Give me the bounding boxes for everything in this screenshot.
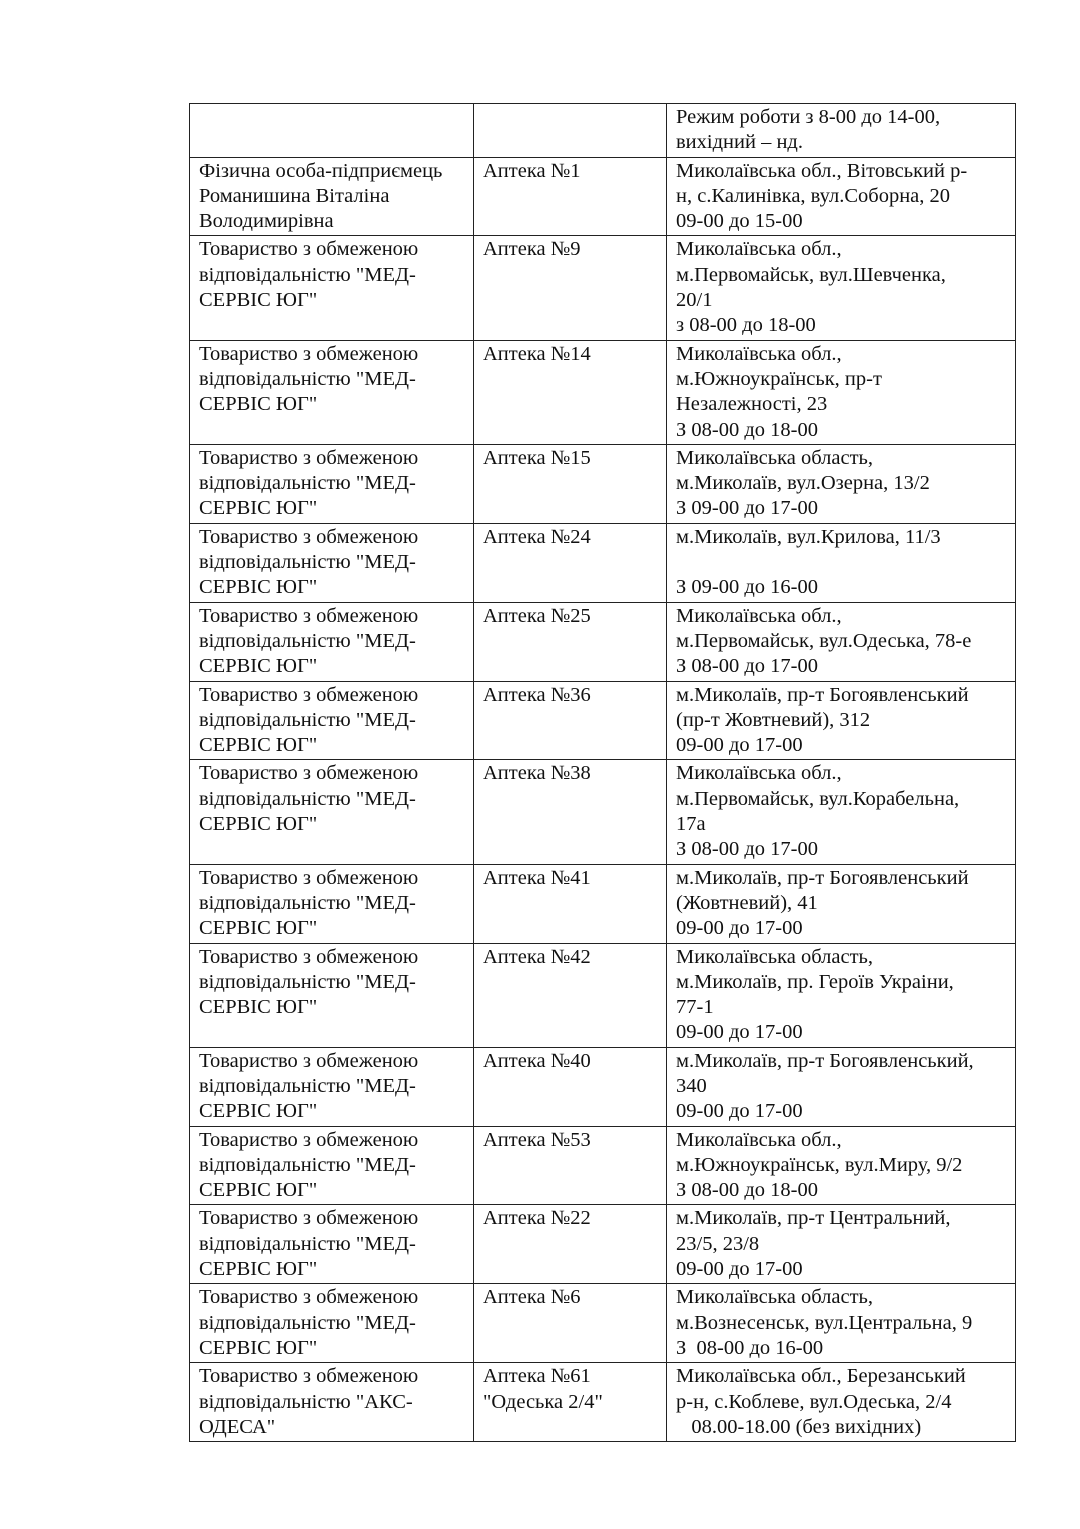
pharmacy-name-cell [474,681,667,760]
cell-line: н, с.Калинівка, вул.Соборна, 20 [676,184,951,207]
cell-line: м.Первомайськ, вул.Шевченка, [676,263,946,286]
owner-cell [190,104,474,158]
cell-line: Аптека №42 [483,945,591,968]
pharmacy-name-cell [474,943,667,1047]
cell-line: м.Южноукраїнськ, пр-т [676,367,882,390]
cell-line: 340 [676,1074,707,1097]
cell-line: Миколаївська обл., [676,238,842,261]
pharmacy-name-cell [474,864,667,943]
cell-line: вихідний – нд. [676,131,803,154]
cell-line: Миколаївська обл., [676,342,842,365]
cell-line: Аптека №38 [483,762,591,785]
pharmacy-name-cell [474,1284,667,1363]
cell-line: м.Миколаїв, пр-т Центральний, [676,1207,951,1230]
owner-cell [190,1284,474,1363]
cell-line: З 08-00 до 17-00 [676,655,818,678]
cell-line: СЕРВІС ЮГ" [199,289,318,312]
cell-line: (пр-т Жовтневий), 312 [676,708,871,731]
cell-line: З 09-00 до 16-00 [676,576,818,599]
cell-line: м.Первомайськ, вул.Корабельна, [676,787,960,810]
table-row [190,157,1016,236]
cell-line: Миколаївська обл., [676,762,842,785]
cell-line: СЕРВІС ЮГ" [199,734,318,757]
cell-line: м.Первомайськ, вул.Одеська, 78-е [676,629,972,652]
cell-line: відповідальністю "МЕД- [199,1232,416,1255]
cell-line: Аптека №22 [483,1207,591,1230]
pharmacy-name-cell [474,1205,667,1284]
cell-line: з 08-00 до 18-00 [676,314,816,337]
table-row [190,864,1016,943]
cell-line: відповідальністю "МЕД- [199,1311,416,1334]
owner-cell [190,681,474,760]
cell-line: відповідальністю "МЕД- [199,551,416,574]
cell-line: СЕРВІС ЮГ" [199,1179,318,1202]
cell-line: м.Южноукраїнськ, вул.Миру, 9/2 [676,1153,963,1176]
cell-line: Товариство з обмеженою [199,446,419,469]
cell-line: Аптека №9 [483,238,581,261]
cell-line: Товариство з обмеженою [199,683,419,706]
cell-line: 17а [676,813,706,836]
cell-line: Фізична особа-підприємець [199,159,443,182]
cell-line: м.Вознесенськ, вул.Центральна, 9 [676,1311,973,1334]
cell-line: Товариство з обмеженою [199,238,419,261]
cell-line: Аптека №6 [483,1286,581,1309]
cell-line: м.Миколаїв, пр-т Богоявленський [676,683,969,706]
address-hours-cell [667,864,1016,943]
owner-cell [190,236,474,340]
cell-line: м.Миколаїв, пр-т Богоявленський [676,866,969,889]
cell-line: СЕРВІС ЮГ" [199,655,318,678]
cell-line: Товариство з обмеженою [199,1286,419,1309]
cell-line: Аптека №53 [483,1128,591,1151]
cell-line: Миколаївська область, [676,945,874,968]
table-row [190,1047,1016,1126]
cell-line: відповідальністю "АКС- [199,1390,413,1413]
cell-line: м.Миколаїв, вул.Крилова, 11/3 [676,525,941,548]
cell-line: З 08-00 до 16-00 [676,1336,824,1359]
cell-line: Миколаївська область, [676,1286,874,1309]
table-row [190,943,1016,1047]
cell-line: СЕРВІС ЮГ" [199,1258,318,1281]
cell-line: СЕРВІС ЮГ" [199,813,318,836]
address-hours-cell [667,523,1016,602]
cell-line: (Жовтневий), 41 [676,891,818,914]
table-row [190,340,1016,444]
table-row [190,1205,1016,1284]
owner-cell [190,157,474,236]
table-row [190,1363,1016,1442]
pharmacy-name-cell [474,523,667,602]
owner-cell [190,1205,474,1284]
address-hours-cell [667,1205,1016,1284]
owner-cell [190,1126,474,1205]
cell-line: відповідальністю "МЕД- [199,970,416,993]
table-row [190,1126,1016,1205]
cell-line: Миколаївська обл., [676,604,842,627]
cell-line: Миколаївська обл., [676,1128,842,1151]
cell-line: Аптека №40 [483,1049,591,1072]
cell-line: Романишина Віталіна [199,184,390,207]
cell-line: Аптека №14 [483,342,591,365]
cell-line: м.Миколаїв, вул.Озерна, 13/2 [676,472,930,495]
address-hours-cell [667,760,1016,864]
cell-line: "Одеська 2/4" [483,1390,603,1413]
cell-line: Товариство з обмеженою [199,1128,419,1151]
cell-line: відповідальністю "МЕД- [199,708,416,731]
cell-line: СЕРВІС ЮГ" [199,497,318,520]
cell-line: Аптека №15 [483,446,591,469]
cell-line [676,550,1006,575]
address-hours-cell [667,943,1016,1047]
cell-line: відповідальністю "МЕД- [199,472,416,495]
address-hours-cell [667,1126,1016,1205]
cell-line: Товариство з обмеженою [199,604,419,627]
pharmacy-table [189,103,1016,1442]
table-row [190,681,1016,760]
pharmacy-name-cell [474,1047,667,1126]
pharmacy-name-cell [474,340,667,444]
cell-line: відповідальністю "МЕД- [199,891,416,914]
cell-line: Товариство з обмеженою [199,866,419,889]
cell-line: відповідальністю "МЕД- [199,367,416,390]
owner-cell [190,340,474,444]
pharmacy-name-cell [474,760,667,864]
cell-line: З 09-00 до 17-00 [676,497,818,520]
cell-line: м.Миколаїв, пр. Героїв Украіни, [676,970,954,993]
table-row [190,1284,1016,1363]
pharmacy-name-cell [474,444,667,523]
cell-line: р-н, с.Коблеве, вул.Одеська, 2/4 [676,1390,952,1413]
pharmacy-name-cell [474,236,667,340]
owner-cell [190,444,474,523]
owner-cell [190,760,474,864]
cell-line: відповідальністю "МЕД- [199,629,416,652]
pharmacy-name-cell [474,1126,667,1205]
cell-line: відповідальністю "МЕД- [199,1153,416,1176]
cell-line: СЕРВІС ЮГ" [199,996,318,1019]
cell-line: З 08-00 до 18-00 [676,418,818,441]
cell-line: З 08-00 до 17-00 [676,838,818,861]
cell-line: Володимирівна [199,210,334,233]
cell-line: СЕРВІС ЮГ" [199,576,318,599]
address-hours-cell [667,444,1016,523]
cell-line: Миколаївська обл., Березанський [676,1365,966,1388]
cell-line: ОДЕСА" [199,1415,276,1438]
pharmacy-name-cell [474,602,667,681]
address-hours-cell [667,340,1016,444]
owner-cell [190,523,474,602]
address-hours-cell [667,1284,1016,1363]
owner-cell [190,602,474,681]
table-row [190,444,1016,523]
address-hours-cell [667,1047,1016,1126]
cell-line: СЕРВІС ЮГ" [199,1336,318,1359]
owner-cell [190,864,474,943]
cell-line: 23/5, 23/8 [676,1232,760,1255]
table-body [190,104,1016,1442]
cell-line: Миколаївська обл., Вітовський р- [676,159,968,182]
cell-line: 77-1 [676,996,714,1019]
cell-line: Аптека №61 [483,1365,591,1388]
cell-line: З 08-00 до 18-00 [676,1179,818,1202]
cell-line: Товариство з обмеженою [199,762,419,785]
cell-line: Товариство з обмеженою [199,1365,419,1388]
address-hours-cell [667,104,1016,158]
cell-line: Аптека №1 [483,159,581,182]
table-row [190,760,1016,864]
address-hours-cell [667,1363,1016,1442]
cell-line: м.Миколаїв, пр-т Богоявленський, [676,1049,974,1072]
cell-line: відповідальністю "МЕД- [199,1074,416,1097]
address-hours-cell [667,602,1016,681]
cell-line: 09-00 до 17-00 [676,1258,803,1281]
cell-line: 09-00 до 17-00 [676,1021,803,1044]
cell-line: Миколаївська область, [676,446,874,469]
address-hours-cell [667,157,1016,236]
cell-line: Товариство з обмеженою [199,945,419,968]
address-hours-cell [667,236,1016,340]
cell-line: відповідальністю "МЕД- [199,263,416,286]
cell-line: 08.00-18.00 (без вихідних) [676,1415,922,1438]
cell-line: СЕРВІС ЮГ" [199,917,318,940]
table-row [190,523,1016,602]
cell-line: відповідальністю "МЕД- [199,787,416,810]
pharmacy-name-cell [474,104,667,158]
cell-line: Незалежності, 23 [676,393,828,416]
address-hours-cell [667,681,1016,760]
cell-line: Товариство з обмеженою [199,525,419,548]
pharmacy-name-cell [474,157,667,236]
cell-line: Товариство з обмеженою [199,342,419,365]
cell-line: Товариство з обмеженою [199,1207,419,1230]
cell-line: Режим роботи з 8-00 до 14-00, [676,106,941,128]
cell-line: Аптека №24 [483,525,591,548]
table-row [190,236,1016,340]
cell-line: Аптека №25 [483,604,591,627]
table-row [190,104,1016,158]
cell-line: 09-00 до 15-00 [676,210,803,233]
cell-line: 09-00 до 17-00 [676,734,803,757]
owner-cell [190,1047,474,1126]
owner-cell [190,943,474,1047]
pharmacy-name-cell [474,1363,667,1442]
cell-line: Товариство з обмеженою [199,1049,419,1072]
cell-line: Аптека №36 [483,683,591,706]
cell-line: СЕРВІС ЮГ" [199,393,318,416]
cell-line: 09-00 до 17-00 [676,1100,803,1123]
owner-cell [190,1363,474,1442]
cell-line: 20/1 [676,289,713,312]
cell-line: Аптека №41 [483,866,591,889]
cell-line: 09-00 до 17-00 [676,917,803,940]
table-row [190,602,1016,681]
cell-line: СЕРВІС ЮГ" [199,1100,318,1123]
